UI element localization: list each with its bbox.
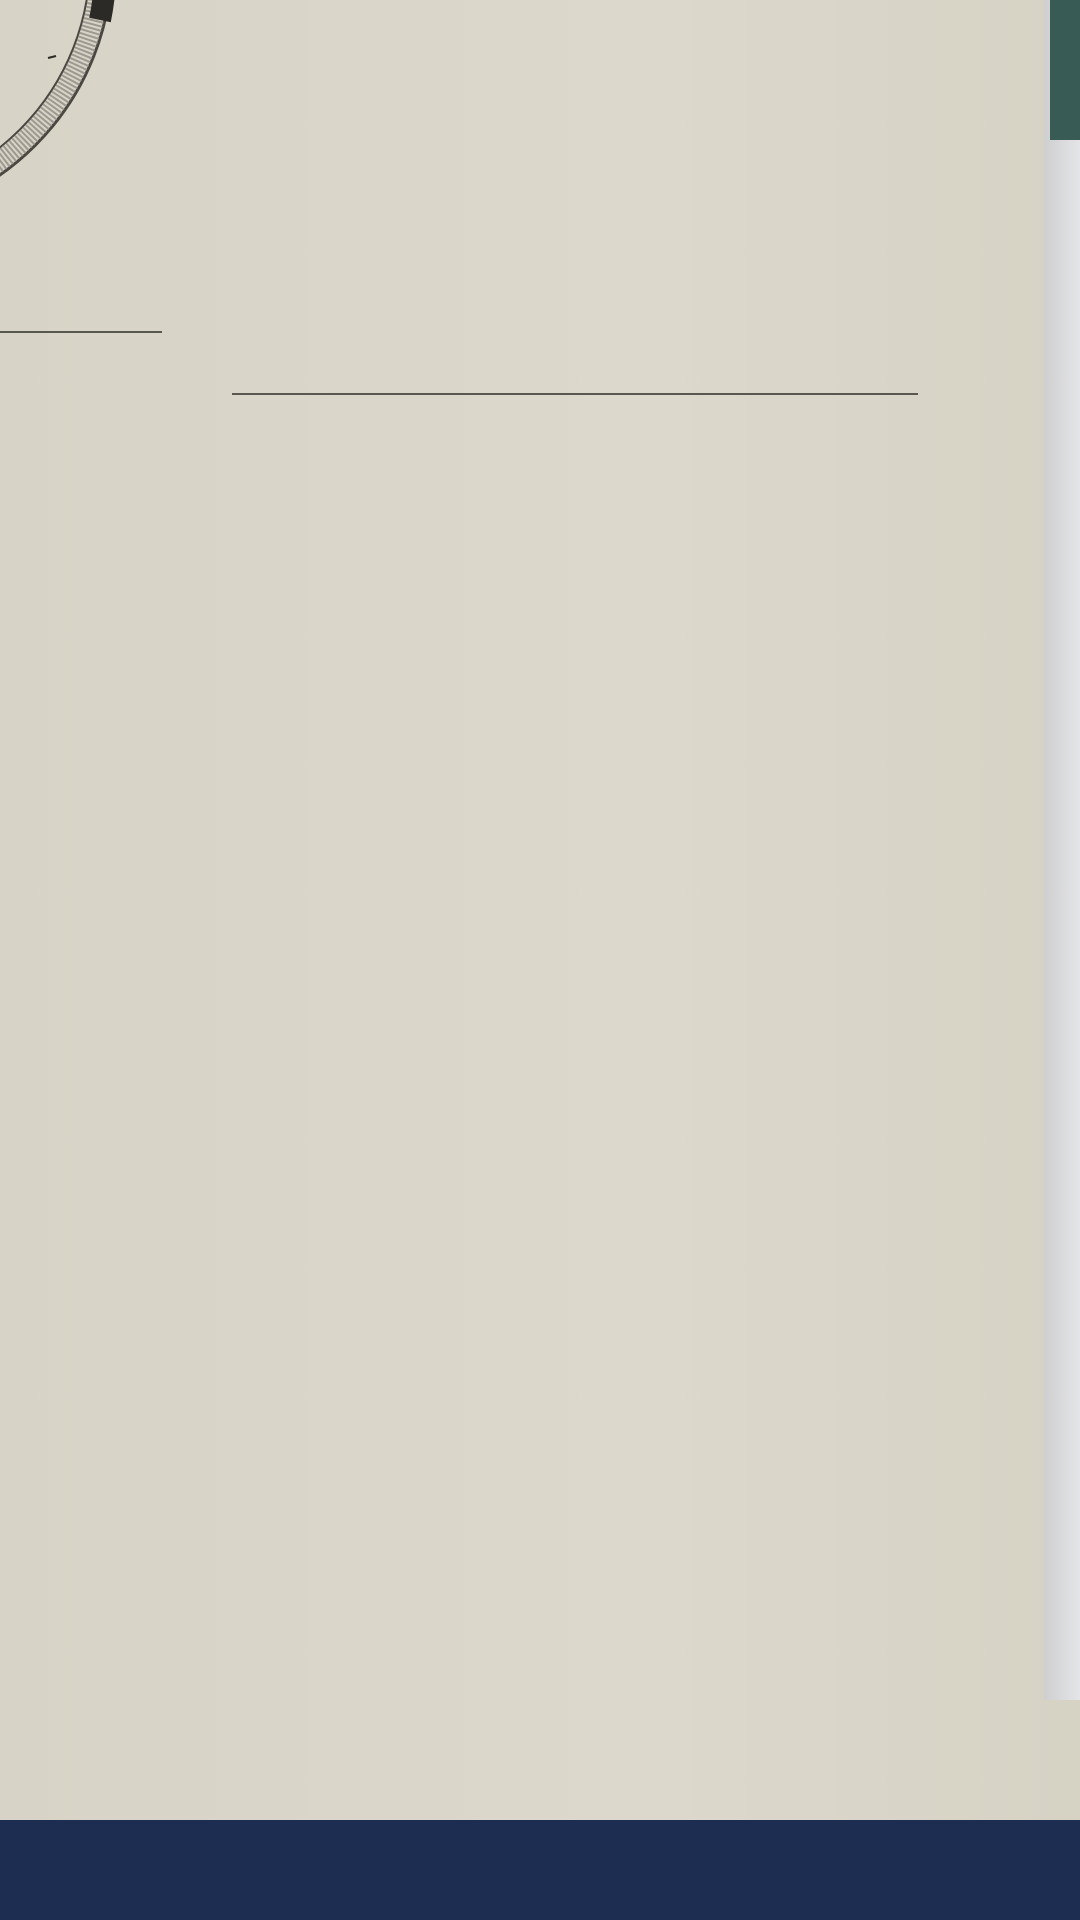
adjacent-page-edge [1044,0,1080,1700]
metaphase-label [88,6,116,101]
background-object [1050,0,1080,140]
caption-rule [0,331,162,333]
cell-cycle-diagram [0,0,130,260]
section-title-underline [232,393,918,395]
